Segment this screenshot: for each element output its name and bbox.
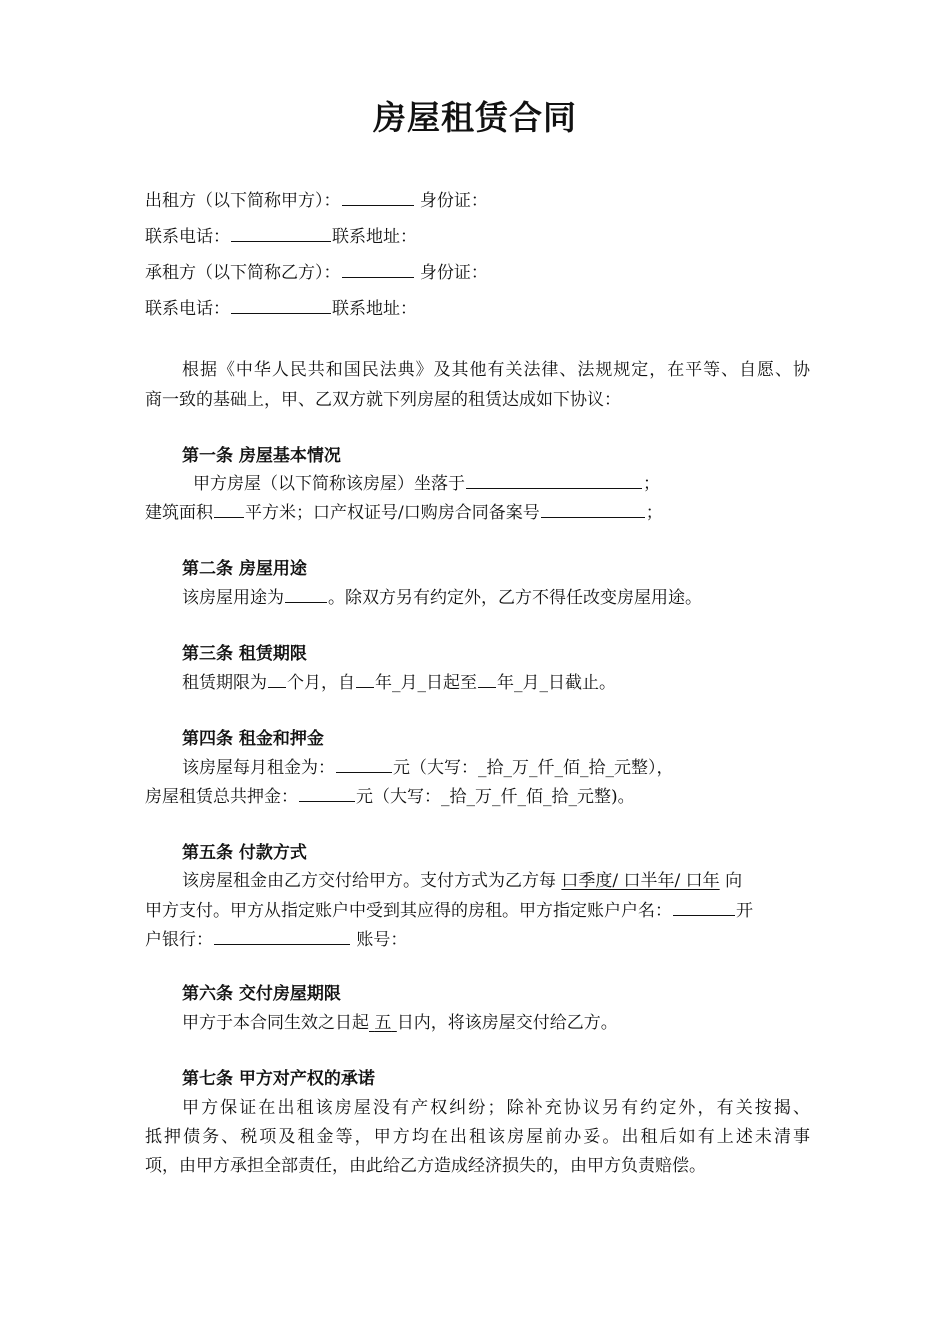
article-7-line-1: 甲方保证在出租该房屋没有产权纠纷；除补充协议另有约定外，有关按揭、	[182, 1098, 810, 1118]
deposit-label: 房屋租赁总共押金：	[145, 787, 298, 807]
usage-label: 该房屋用途为	[182, 588, 284, 608]
account-name-blank	[673, 899, 735, 916]
term-end-date: 年_月_日截止。	[497, 673, 616, 693]
deposit-blank	[299, 785, 355, 802]
delivery-days	[369, 1013, 397, 1033]
article-1-line-1	[193, 472, 660, 496]
article-5-line-1	[182, 869, 742, 893]
article-5-line-2	[145, 899, 753, 923]
article-2-line-1	[182, 586, 702, 610]
delivery-label: 甲方于本合同生效之日起	[182, 1013, 369, 1033]
term-from-label: 个月，自	[287, 673, 355, 693]
article-1-punct: ；	[643, 474, 660, 494]
rent-blank	[336, 756, 392, 773]
lessor-name-blank	[342, 189, 414, 206]
article-6-line-1	[182, 1011, 618, 1035]
lessor-line	[145, 189, 488, 213]
term-label: 租赁期限为	[182, 673, 267, 693]
lessee-label: 承租方（以下简称乙方）：	[145, 263, 341, 283]
bank-label: 户银行：	[145, 930, 213, 950]
area-blank	[214, 501, 244, 518]
payment-method-label: 该房屋租金由乙方交付给甲方。支付方式为乙方每	[182, 871, 556, 891]
article-4-line-2	[145, 785, 635, 809]
article-1-location-label: 甲方房屋（以下简称该房屋）坐落于	[193, 474, 465, 494]
article-4-heading: 第四条 租金和押金	[182, 729, 324, 749]
lessor-label: 出租方（以下简称甲方）：	[145, 191, 341, 211]
certificate-blank	[541, 501, 645, 518]
preamble-line-1: 根据《中华人民共和国民法典》及其他有关法律、法规规定，在平等、自愿、协	[182, 360, 810, 380]
lessee-line	[145, 261, 488, 285]
article-1-line-2	[145, 501, 663, 525]
usage-clause: 。除双方另有约定外，乙方不得任改变房屋用途。	[328, 588, 702, 608]
lessor-contact-line	[145, 225, 417, 249]
deposit-capital: 元（大写：_拾_万_仟_佰_拾_元整)。	[356, 787, 635, 807]
term-months-blank	[268, 671, 286, 688]
article-5-heading: 第五条 付款方式	[182, 843, 307, 863]
article-1-heading: 第一条 房屋基本情况	[182, 446, 341, 466]
preamble-line-2: 商一致的基础上，甲、乙双方就下列房屋的租赁达成如下协议：	[145, 390, 621, 410]
certificate-label: 平方米；口产权证号/口购房合同备案号	[245, 503, 540, 523]
article-5-line-3	[145, 928, 407, 952]
article-4-line-1	[182, 756, 674, 780]
lessee-address-label: 联系地址：	[332, 299, 417, 319]
payment-to: 向	[725, 871, 743, 891]
bank-blank	[214, 928, 350, 945]
lessee-contact-line	[145, 297, 417, 321]
article-7-line-2: 抵押债务、税项及租金等，甲方均在出租该房屋前办妥。出租后如有上述未清事	[145, 1127, 810, 1147]
account-number-label: 账号：	[356, 930, 408, 950]
payment-period-options: 口季度/ 口半年/ 口年	[561, 871, 720, 891]
delivery-clause: 日内，将该房屋交付给乙方。	[396, 1013, 618, 1033]
term-start-date: 年_月_日起至	[375, 673, 477, 693]
article-6-heading: 第六条 交付房屋期限	[182, 984, 341, 1004]
article-7-heading: 第七条 甲方对产权的承诺	[182, 1069, 375, 1089]
area-label: 建筑面积	[145, 503, 213, 523]
article-3-line-1	[182, 671, 616, 695]
rent-capital: 元（大写：_拾_万_仟_佰_拾_元整），	[393, 758, 674, 778]
article-1-end-punct: ；	[645, 503, 663, 523]
article-7-line-3: 项，由甲方承担全部责任，由此给乙方造成经济损失的，由甲方负责赔偿。	[145, 1156, 706, 1176]
lessee-id-label: 身份证：	[419, 263, 488, 283]
term-start-year-blank	[356, 671, 374, 688]
lessee-phone-blank	[231, 297, 331, 314]
lessor-id-label: 身份证：	[419, 191, 488, 211]
lessor-phone-label: 联系电话：	[145, 227, 230, 247]
term-end-year-blank	[478, 671, 496, 688]
rent-label: 该房屋每月租金为：	[182, 758, 335, 778]
lessor-address-label: 联系地址：	[332, 227, 417, 247]
article-3-heading: 第三条 租赁期限	[182, 644, 307, 664]
delivery-days-value: 五	[374, 1013, 392, 1033]
lessor-phone-blank	[231, 225, 331, 242]
account-name-label: 甲方支付。甲方从指定账户中受到其应得的房租。甲方指定账户户名：	[145, 901, 672, 921]
article-2-heading: 第二条 房屋用途	[182, 559, 307, 579]
page-title: 房屋租赁合同	[373, 98, 577, 137]
lessee-name-blank	[342, 261, 414, 278]
location-blank	[466, 472, 642, 489]
bank-label-start: 开	[736, 901, 753, 921]
usage-blank	[285, 586, 327, 603]
lessee-phone-label: 联系电话：	[145, 299, 230, 319]
